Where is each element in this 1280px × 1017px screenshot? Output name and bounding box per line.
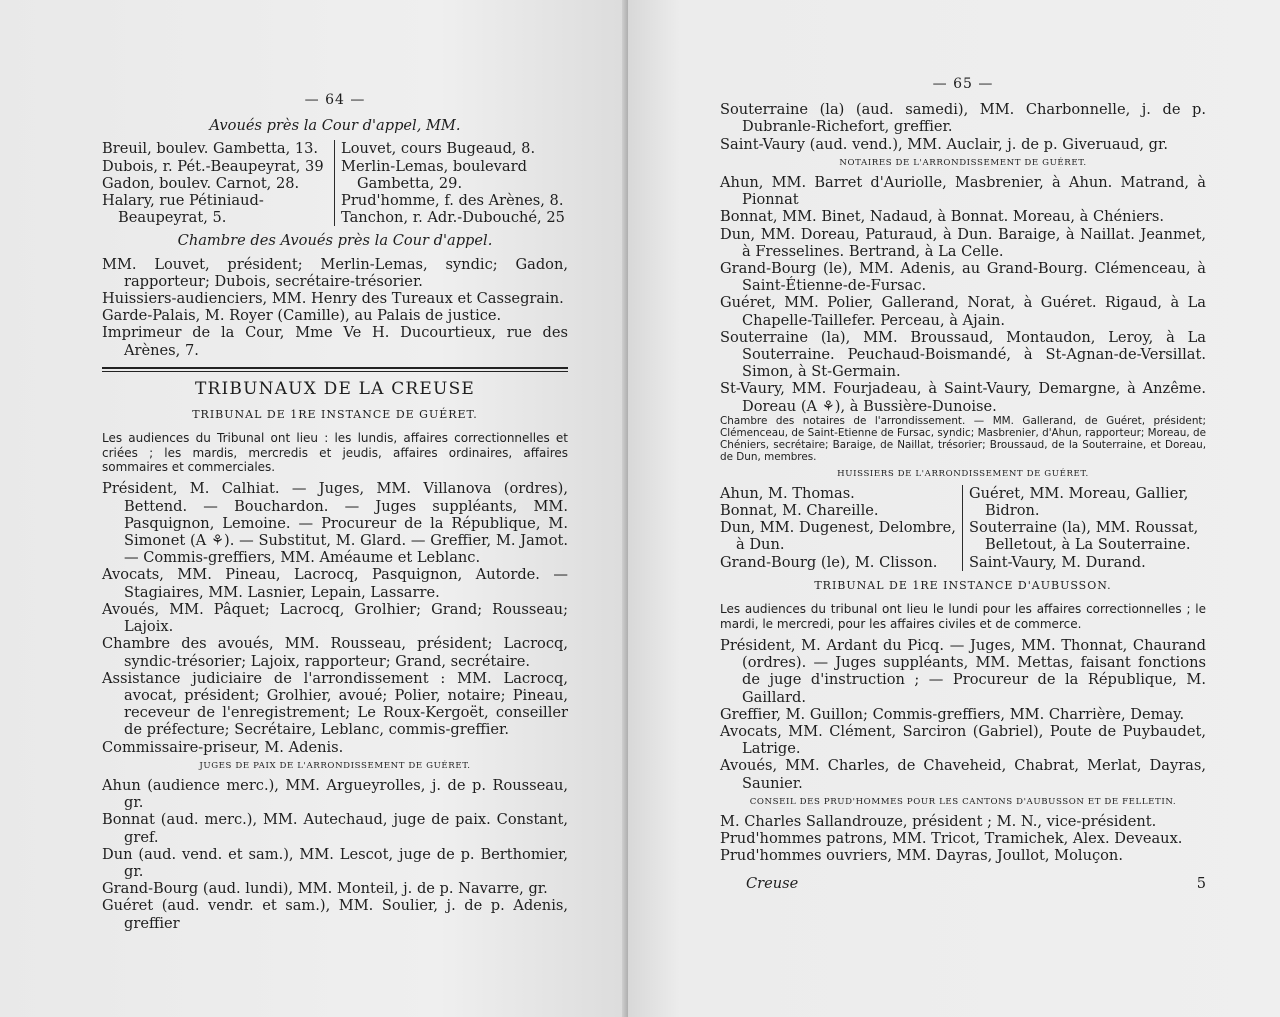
list-item: Merlin-Lemas, boulevard Gambetta, 29. — [341, 157, 527, 192]
list-item: Dubois, r. Pét.-Beaupeyrat, 39 — [102, 157, 324, 175]
list-item: Souterraine (la), MM. Roussat, Belletout, à La Souterraine. — [969, 519, 1199, 554]
notaire-entry: Souterraine (la), MM. Broussaud, Montaudon, Leroy, à La Souterraine. Peuchaud-Boismandé, à St-Agnan-de-Versillat. Simon, à St-Germain. — [720, 328, 1206, 381]
huissiers-heading: HUISSIERS DE L'ARRONDISSEMENT DE GUÉRET. — [837, 468, 1089, 479]
juges-paix-entry: Souterraine (la) (aud. samedi), MM. Charbonnelle, j. de p. Dubranle-Richefort, greffier. — [720, 101, 1206, 136]
chambre-entry: Huissiers-audienciers, MM. Henry des Tureaux et Cassegrain. — [102, 290, 564, 308]
huissiers-list — [720, 485, 1206, 571]
left-page — [0, 0, 628, 1017]
list-item: Tanchon, r. Adr.-Dubouché, 25 — [341, 209, 565, 227]
right-page-column — [720, 76, 1206, 892]
tribunal-entry: Assistance judiciaire de l'arrondissement : MM. Lacrocq, avocat, président; Grolhier, avoué; Polier, notaire; Pineau, receveur de l'enregistrement; Le Roux-Kergoët, conseiller de préfecture; Secrétaire, Leblanc, commis-greffier. — [102, 669, 568, 739]
avoues-list — [102, 140, 568, 226]
avoues-heading: Avoués près la Cour d'appel, MM. — [209, 117, 461, 135]
notaire-entry: Bonnat, MM. Binet, Nadaud, à Bonnat. Moreau, à Chéniers. — [720, 208, 1164, 226]
left-page-column — [102, 92, 568, 932]
page-number-left: — 64 — — [304, 92, 366, 108]
right-page — [628, 0, 1280, 1017]
chambre-notaires-text: Chambre des notaires de l'arrondissement. — MM. Gallerand, de Guéret, président; Clémenceau, de Saint-Etienne de Fursac, syndic; Masbrenier, d'Ahun, rapporteur; Moreau, de Chéniers, secrétaire; Baraige, de Naillat, trésorier; Broussaud, de la Souterraine, et Doreau, de Dun, membres. — [720, 414, 1206, 464]
aubusson-entry: Avocats, MM. Clément, Sarciron (Gabriel), Poute de Puybaudet, Latrige. — [720, 722, 1206, 758]
tribunal-gueret-title: TRIBUNAL DE 1RE INSTANCE DE GUÉRET. — [192, 408, 478, 422]
tribunal-entry: Commissaire-priseur, M. Adenis. — [102, 738, 344, 756]
tribunaux-title: TRIBUNAUX DE LA CREUSE — [194, 378, 476, 399]
conseil-entry: Prud'hommes ouvriers, MM. Dayras, Joullot, Moluçon. — [720, 847, 1123, 865]
list-item: Gadon, boulev. Carnot, 28. — [102, 174, 300, 192]
list-item: Halary, rue Pétiniaud-Beaupeyrat, 5. — [102, 192, 264, 227]
footer-title: Creuse — [746, 874, 799, 892]
juges-paix-entry: Saint-Vaury (aud. vend.), MM. Auclair, j. de p. Giveruaud, gr. — [720, 135, 1168, 153]
tribunal-entry: Avoués, MM. Pâquet; Lacrocq, Grolhier; Grand; Rousseau; Lajoix. — [102, 600, 568, 636]
juges-paix-heading: JUGES DE PAIX DE L'ARRONDISSEMENT DE GUÉRET. — [199, 760, 471, 771]
conseil-heading: CONSEIL DES PRUD'HOMMES POUR LES CANTONS D'AUBUSSON ET DE FELLETIN. — [749, 796, 1177, 807]
list-item: Bonnat, M. Chareille. — [720, 502, 879, 520]
notaire-entry: St-Vaury, MM. Fourjadeau, à Saint-Vaury, Demargne, à Anzême. Doreau (A ⚘), à Bussière-Dunoise. — [720, 380, 1206, 415]
notaire-entry: Grand-Bourg (le), MM. Adenis, au Grand-Bourg. Clémenceau, à Saint-Étienne-de-Fursac. — [720, 260, 1206, 295]
list-item: Louvet, cours Bugeaud, 8. — [341, 140, 536, 158]
notaires-heading: NOTAIRES DE L'ARRONDISSEMENT DE GUÉRET. — [839, 157, 1087, 168]
page-number-right: — 65 — — [932, 76, 994, 92]
chambre-entry: Imprimeur de la Cour, Mme Ve H. Ducourtieux, rue des Arènes, 7. — [102, 324, 568, 359]
notaire-entry: Dun, MM. Doreau, Paturaud, à Dun. Baraige, à Naillat. Jeanmet, à Fresselines. Bertrand, à La Celle. — [720, 225, 1206, 260]
tribunal-entry: Président, M. Calhiat. — Juges, MM. Villanova (ordres), Bettend. — Bouchardon. — Juges suppléants, MM. Pasquignon, Lemoine. — Procureur de la République, M. Simonet (A ⚘). — Substitut, M. Glard. — Greffier, M. Jamot. — Commis-greffiers, MM. Améaume et Leblanc. — [102, 480, 568, 567]
list-item: Saint-Vaury, M. Durand. — [969, 553, 1146, 571]
list-item: Grand-Bourg (le), M. Clisson. — [720, 553, 938, 571]
aubusson-entry: Avoués, MM. Charles, de Chaveheid, Chabrat, Merlat, Dayras, Saunier. — [720, 757, 1206, 792]
aubusson-entry: Greffier, M. Guillon; Commis-greffiers, MM. Charrière, Demay. — [720, 705, 1185, 723]
chambre-entry: MM. Louvet, président; Merlin-Lemas, syndic; Gadon, rapporteur; Dubois, secrétaire-trésorier. — [102, 255, 568, 290]
tribunal-entry: Chambre des avoués, MM. Rousseau, président; Lacrocq, syndic-trésorier; Lajoix, rapporteur; Grand, secrétaire. — [102, 635, 568, 670]
juges-paix-entry: Bonnat (aud. merc.), MM. Autechaud, juge de paix. Constant, gref. — [102, 811, 568, 846]
double-rule-divider — [102, 367, 568, 373]
footer-signature-number: 5 — [1196, 874, 1206, 892]
juges-paix-entry: Dun (aud. vend. et sam.), MM. Lescot, juge de p. Berthomier, gr. — [102, 845, 568, 880]
list-item: Guéret, MM. Moreau, Gallier, Bidron. — [969, 484, 1189, 520]
juges-paix-entry: Guéret (aud. vendr. et sam.), MM. Soulier, j. de p. Adenis, greffier — [102, 897, 568, 932]
list-item: Prud'homme, f. des Arènes, 8. — [341, 192, 564, 210]
list-item: Ahun, M. Thomas. — [720, 484, 855, 502]
notaire-entry: Guéret, MM. Polier, Gallerand, Norat, à Guéret. Rigaud, à La Chapelle-Taillefer. Perceau, à Ajain. — [720, 294, 1206, 329]
list-item: Breuil, boulev. Gambetta, 13. — [102, 140, 319, 158]
aubusson-audiences-text: Les audiences du tribunal ont lieu le lundi pour les affaires correctionnelles ; le mardi, le mercredi, pour les affaires civiles et de commerce. — [720, 602, 1206, 631]
conseil-entry: M. Charles Sallandrouze, président ; M. N., vice-président. — [720, 812, 1157, 830]
notaire-entry: Ahun, MM. Barret d'Auriolle, Masbrenier, à Ahun. Matrand, à Pionnat — [720, 174, 1206, 209]
conseil-entry: Prud'hommes patrons, MM. Tricot, Tramichek, Alex. Deveaux. — [720, 830, 1183, 848]
chambre-heading: Chambre des Avoués près la Cour d'appel. — [177, 232, 493, 250]
juges-paix-entry: Ahun (audience merc.), MM. Argueyrolles, j. de p. Rousseau, gr. — [102, 776, 568, 812]
aubusson-entry: Président, M. Ardant du Picq. — Juges, MM. Thonnat, Chaurand (ordres). — Juges suppléants, MM. Mettas, faisant fonctions de juge d'instruction ; — Procureur de la République, M. Gaillard. — [720, 636, 1206, 706]
tribunal-entry: Avocats, MM. Pineau, Lacrocq, Pasquignon, Autorde. — Stagiaires, MM. Lasnier, Lepain, Lassarre. — [102, 566, 568, 601]
chambre-entry: Garde-Palais, M. Royer (Camille), au Palais de justice. — [102, 307, 502, 325]
tribunal-aubusson-title: TRIBUNAL DE 1RE INSTANCE D'AUBUSSON. — [814, 578, 1112, 592]
audiences-text: Les audiences du Tribunal ont lieu : les lundis, affaires correctionnelles et criées ; les mardis, mercredis et jeudis, affaires ordinaires, affaires sommaires et commerciales. — [102, 431, 568, 475]
page-footer — [720, 875, 1206, 892]
list-item: Dun, MM. Dugenest, Delombre, à Dun. — [720, 519, 956, 554]
juges-paix-entry: Grand-Bourg (aud. lundi), MM. Monteil, j. de p. Navarre, gr. — [102, 880, 548, 898]
